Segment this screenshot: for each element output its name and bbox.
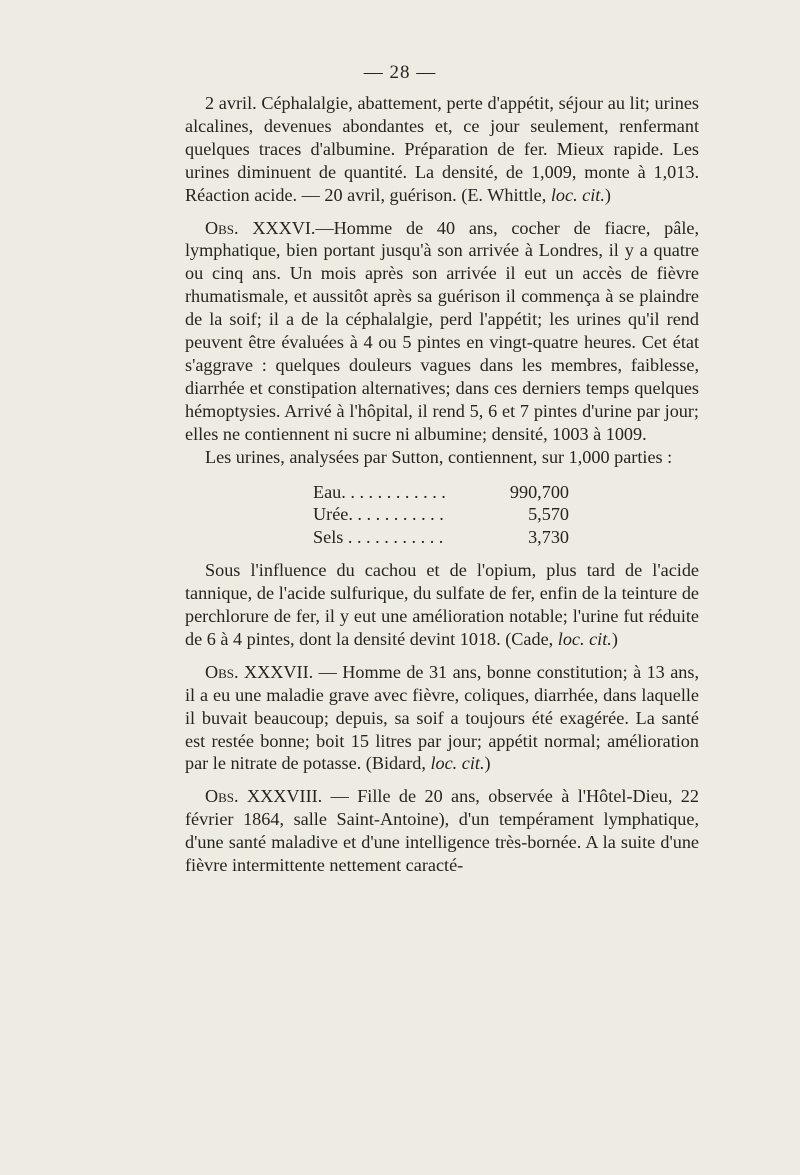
observation-38 bbox=[185, 785, 699, 877]
paragraph-text: 2 avril. Céphalalgie, abattement, perte d'appétit, séjour au lit; urines alcalines, devenues abondantes et, ce jour seulement, renfermant quelques traces d'albumine. Préparation de fer. Mieux rapide. Les urines diminuent de quantité. La densité, de 1,009, monte à 1,013. Réaction acide. — 20 avril, guérison. (E. Whittle, bbox=[185, 93, 699, 205]
analysis-label: Sels . . . . . . . . . . . bbox=[313, 527, 444, 548]
paragraph-whittle: 2 avril. Céphalalgie, abattement, perte d'appétit, séjour au lit; urines alcalines, devenues abondantes et, ce jour seulement, renfermant quelques traces d'albumine. Préparation de fer. Mieux rapide. Les urines diminuent de quantité. La densité, de 1,009, monte à 1,013. Réaction acide. — 20 avril, guérison. (E. Whittle, loc. cit.) bbox=[185, 93, 699, 205]
observation-text: — Fille de 20 ans, observée à l'Hôtel-Dieu, 22 février 1864, salle Saint-Antoine), d'un tempérament lymphatique, d'une santé maladive et d'une intelligence très-bornée. A la suite d'une fièvre intermittente nettement caracté- bbox=[185, 786, 699, 876]
urine-analysis-table bbox=[313, 481, 569, 550]
body-text bbox=[185, 92, 699, 877]
analysis-value: 990,700 bbox=[509, 481, 569, 502]
observation-36 bbox=[185, 217, 699, 446]
spacer bbox=[185, 651, 699, 661]
citation: loc. cit. bbox=[550, 184, 605, 205]
observation-label: Obs. XXXVIII. bbox=[205, 786, 323, 807]
spacer bbox=[185, 207, 699, 217]
spacer bbox=[185, 775, 699, 785]
analysis-value: 3,730 bbox=[528, 527, 569, 548]
table-row bbox=[313, 526, 569, 549]
paragraph-text: Sous l'influence du cachou et de l'opium, plus tard de l'acide tannique, de l'acide sulfurique, du sulfate de fer, enfin de la teinture de perchlorure de fer, il y eut une amélioration notable; l'urine fut réduite de 6 à 4 pintes, dont la densité devint 1018. (Cade, bbox=[185, 560, 699, 649]
analysis-label: Eau. . . . . . . . . . . . bbox=[313, 481, 446, 502]
observation-label: Obs. XXXVII. bbox=[205, 661, 314, 682]
citation: loc. cit. bbox=[557, 628, 612, 649]
citation: loc. cit. bbox=[430, 753, 485, 774]
analysis-label: Urée. . . . . . . . . . . bbox=[313, 504, 444, 525]
table-row bbox=[313, 503, 569, 526]
analysis-value: 5,570 bbox=[528, 504, 569, 525]
observation-text: — Homme de 31 ans, bonne constitution; à 13 ans, il a eu une maladie grave avec fièvre, coliques, diarrhée, dans laquelle il buvait beaucoup; depuis, sa soif a toujours été exagérée. La santé est restée bonne; boit 15 litres par jour; appétit normal; amélioration par le nitrate de potasse. (Bidard, bbox=[185, 661, 700, 774]
observation-text: —Homme de 40 ans, cocher de fiacre, pâle, lymphatique, bien portant jusqu'à son arrivée à Londres, il y a quatre ou cinq ans. Un mois après son arrivée il eut un accès de fièvre rhumatismale, et aussitôt après sa guérison il commença à se plaindre de la soif; il a de la céphalalgie, perd l'appétit; les urines qu'il rend peuvent être évaluées à 4 ou 5 pintes en vingt-quatre heures. Cet état s'aggrave : quelques douleurs vagues dans les membres, faiblesse, diarrhée et constipation alternatives; dans ces derniers temps quelques hémoptysies. Arrivé à l'hôpital, il rend 5, 6 et 7 pintes d'urine par jour; elles ne contiennent ni sucre ni albumine; densité, 1003 à 1009. bbox=[185, 217, 699, 444]
observation-label: Obs. XXXVI. bbox=[205, 217, 316, 238]
analysis-intro: Les urines, analysées par Sutton, contiennent, sur 1,000 parties : bbox=[205, 446, 673, 467]
paragraph-treatment: Sous l'influence du cachou et de l'opium, plus tard de l'acide tannique, de l'acide sulfurique, du sulfate de fer, enfin de la teinture de perchlorure de fer, il y eut une amélioration notable; l'urine fut réduite de 6 à 4 pintes, dont la densité devint 1018. (Cade, loc. cit.) bbox=[185, 560, 699, 649]
table-row bbox=[313, 481, 569, 504]
observation-37: Obs. XXXVII. — Homme de 31 ans, bonne constitution; à 13 ans, il a eu une maladie grave avec fièvre, coliques, diarrhée, dans laquelle il buvait beaucoup; depuis, sa soif a toujours été exagérée. La santé est restée bonne; boit 15 litres par jour; appétit normal; amélioration par le nitrate de potasse. (Bidard, loc. cit.) bbox=[185, 661, 700, 774]
page-number: — 28 — bbox=[363, 62, 437, 83]
